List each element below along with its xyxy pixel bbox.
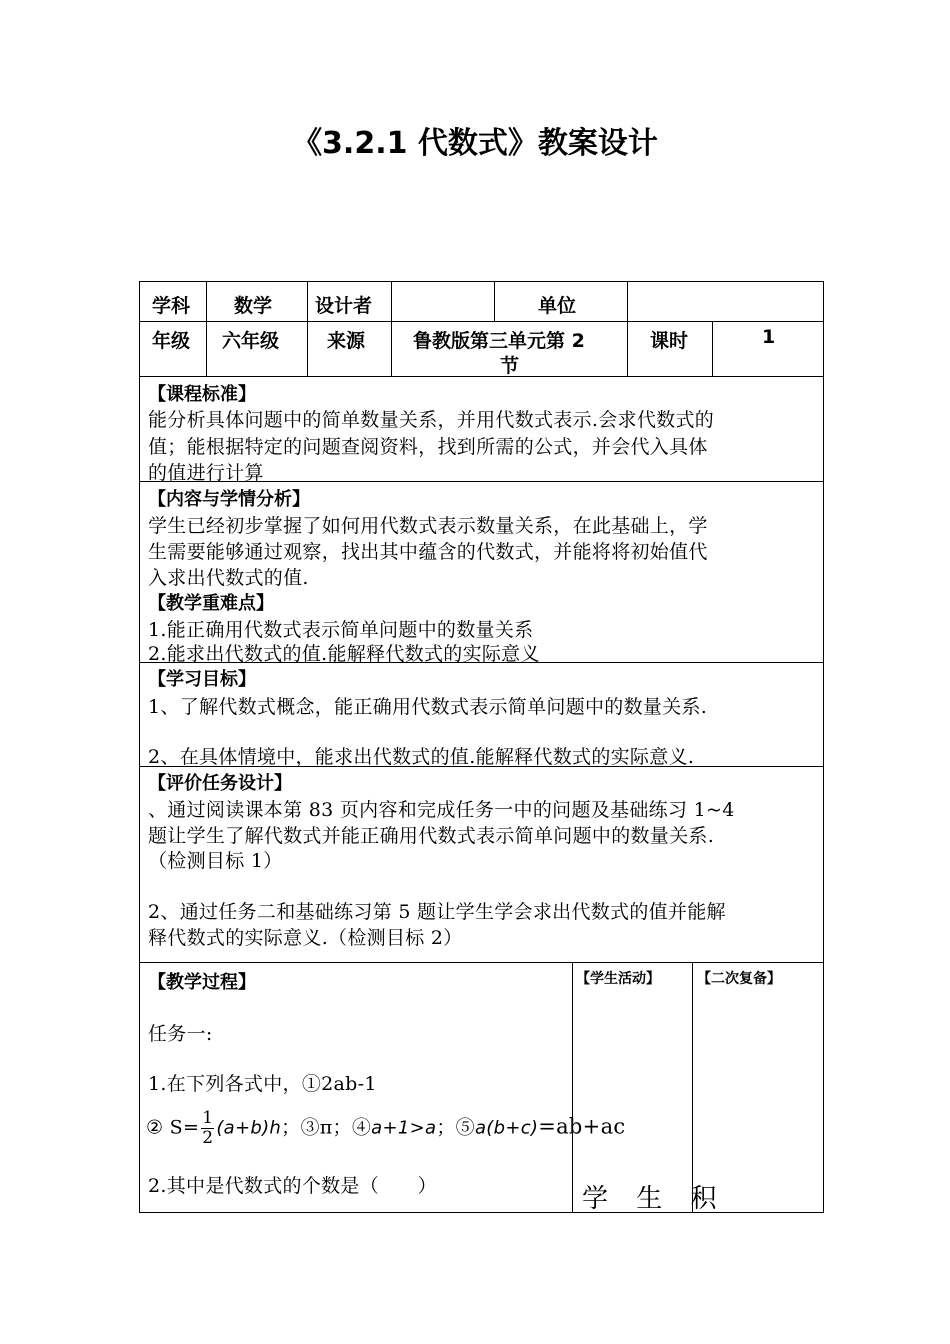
evaluation-line: 2、通过任务二和基础练习第 5 题让学生学会求出代数式的值并能解 bbox=[148, 901, 726, 923]
second-prep-header: 【二次复备】 bbox=[697, 971, 781, 987]
evaluation-line: 、通过阅读课本第 83 页内容和完成任务一中的问题及基础练习 1~4 bbox=[148, 799, 735, 821]
unit-label: 单位 bbox=[538, 295, 577, 317]
formula-expr-2: a+1>a bbox=[371, 1117, 437, 1139]
task-one-label: 任务一: bbox=[148, 1023, 213, 1045]
formula-prefix: ② S= bbox=[146, 1116, 200, 1139]
curriculum-line: 能分析具体问题中的简单数量关系，并用代数式表示.会求代数式的 bbox=[148, 409, 715, 431]
fraction-denominator: 2 bbox=[202, 1128, 214, 1148]
source-label: 来源 bbox=[327, 330, 366, 352]
grade-value: 六年级 bbox=[222, 330, 280, 352]
analysis-line: 入求出代数式的值. bbox=[148, 567, 309, 589]
student-activity-text: 学 生 积 bbox=[582, 1184, 727, 1214]
grade-label: 年级 bbox=[152, 330, 191, 352]
key-point-line: 1.能正确用代数式表示简单问题中的数量关系 bbox=[148, 619, 534, 641]
student-activity-header: 【学生活动】 bbox=[576, 971, 660, 987]
curriculum-line: 值；能根据特定的问题查阅资料，找到所需的公式，并会代入具体 bbox=[148, 436, 708, 458]
key-point-line: 2.能求出代数式的值.能解释代数式的实际意义 bbox=[148, 643, 540, 665]
objectives-heading: 【学习目标】 bbox=[148, 669, 256, 690]
period-value: 1 bbox=[762, 326, 776, 348]
curriculum-line: 的值进行计算 bbox=[148, 462, 264, 484]
analysis-line: 生需要能够通过观察，找出其中蕴含的代数式，并能将将初始值代 bbox=[148, 541, 708, 563]
source-value-line1: 鲁教版第三单元第 2 bbox=[413, 330, 585, 352]
fraction-numerator: 1 bbox=[202, 1108, 214, 1128]
objective-line: 1、了解代数式概念，能正确用代数式表示简单问题中的数量关系. bbox=[148, 696, 708, 718]
formula-line bbox=[146, 1110, 625, 1147]
formula-expr-1: (a+b)h bbox=[216, 1117, 282, 1139]
subject-label: 学科 bbox=[152, 295, 191, 317]
fraction-half bbox=[201, 1110, 214, 1147]
question-one: 1.在下列各式中，①2ab-1 bbox=[148, 1073, 377, 1095]
evaluation-heading: 【评价任务设计】 bbox=[148, 773, 292, 794]
evaluation-line: 题让学生了解代数式并能正确用代数式表示简单问题中的数量关系. bbox=[148, 825, 715, 847]
process-heading: 【教学过程】 bbox=[148, 972, 256, 993]
objective-line: 2、在具体情境中，能求出代数式的值.能解释代数式的实际意义. bbox=[148, 746, 695, 768]
formula-sep-2: ；⑤ bbox=[436, 1116, 475, 1139]
source-value-line2: 节 bbox=[500, 355, 520, 377]
period-label: 课时 bbox=[650, 330, 689, 352]
page-title: 《3.2.1 代数式》教案设计 bbox=[292, 126, 658, 161]
subject-value: 数学 bbox=[234, 295, 273, 317]
question-two: 2.其中是代数式的个数是（ ） bbox=[148, 1175, 437, 1197]
formula-sep-1: ；③π；④ bbox=[281, 1116, 372, 1139]
evaluation-line: （检测目标 1） bbox=[148, 850, 283, 872]
analysis-line: 学生已经初步掌握了如何用代数式表示数量关系，在此基础上，学 bbox=[148, 515, 708, 537]
designer-label: 设计者 bbox=[315, 295, 373, 317]
formula-expr-3: a(b+c) bbox=[474, 1117, 539, 1139]
curriculum-heading: 【课程标准】 bbox=[148, 384, 256, 405]
formula-tail: =ab+ac bbox=[538, 1114, 626, 1139]
analysis-heading: 【内容与学情分析】 bbox=[148, 489, 310, 510]
evaluation-line: 释代数式的实际意义.（检测目标 2） bbox=[148, 927, 463, 949]
key-points-heading: 【教学重难点】 bbox=[148, 593, 274, 614]
